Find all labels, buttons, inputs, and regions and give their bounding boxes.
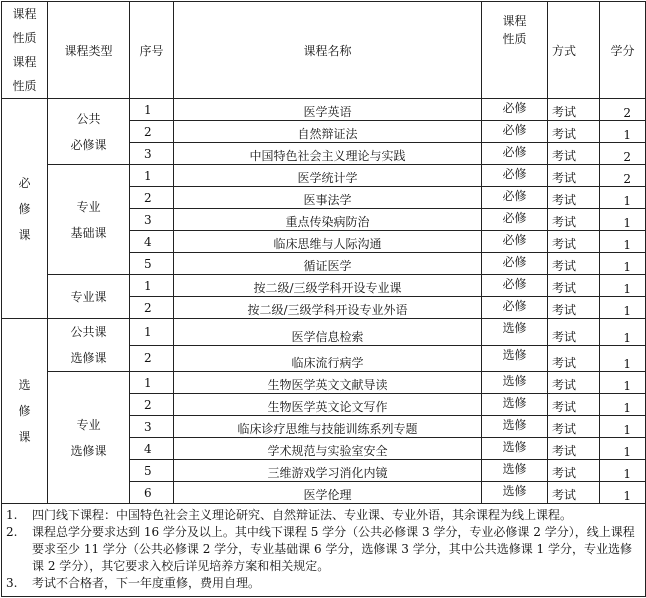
course-nature: 必修 xyxy=(482,121,548,143)
category-char: 课 xyxy=(18,430,31,444)
exam-method: 考试 xyxy=(548,438,600,460)
row-index: 2 xyxy=(130,394,174,416)
exam-method: 考试 xyxy=(548,165,600,187)
table-row xyxy=(2,99,646,121)
note-number: 1. xyxy=(6,508,18,522)
category-char: 选 xyxy=(18,378,31,392)
exam-method: 考试 xyxy=(548,99,600,121)
header-nature xyxy=(482,2,548,99)
exam-method: 考试 xyxy=(548,121,600,143)
row-index: 5 xyxy=(130,253,174,275)
credit-value: 1 xyxy=(600,345,646,372)
credit-value: 1 xyxy=(600,394,646,416)
table-notes xyxy=(2,504,646,597)
exam-method: 考试 xyxy=(548,297,600,319)
row-index: 3 xyxy=(130,209,174,231)
header-name: 课程名称 xyxy=(174,2,482,99)
course-name: 生物医学英文文献导读 xyxy=(174,372,482,394)
table-row xyxy=(2,275,646,297)
course-nature: 必修 xyxy=(482,99,548,121)
exam-method: 考试 xyxy=(548,187,600,209)
exam-method: 考试 xyxy=(548,275,600,297)
row-index: 2 xyxy=(130,297,174,319)
note-text: 考试不合格者，下一年度重修，费用自理。 xyxy=(32,576,261,590)
row-index: 1 xyxy=(130,165,174,187)
course-type-cell xyxy=(48,319,130,372)
course-type-line: 专业课 xyxy=(70,289,107,304)
note-item xyxy=(6,575,639,592)
course-nature: 选修 xyxy=(482,438,548,460)
course-name: 医学统计学 xyxy=(174,165,482,187)
row-index: 1 xyxy=(130,275,174,297)
course-table-container xyxy=(1,1,645,597)
credit-value: 1 xyxy=(600,121,646,143)
note-item xyxy=(6,507,639,524)
category-char: 修 xyxy=(18,404,31,418)
header-category-line: 课程 xyxy=(12,55,37,69)
row-index: 2 xyxy=(130,345,174,372)
notes-cell xyxy=(2,504,646,597)
notes-row xyxy=(2,504,646,597)
course-name: 临床思维与人际沟通 xyxy=(174,231,482,253)
course-name: 重点传染病防治 xyxy=(174,209,482,231)
row-index: 2 xyxy=(130,187,174,209)
exam-method: 考试 xyxy=(548,319,600,346)
header-nature-line: 课程 xyxy=(502,14,527,28)
header-category xyxy=(2,2,48,99)
header-category-line: 性质 xyxy=(12,31,37,45)
course-type-line: 基础课 xyxy=(70,225,107,240)
credit-value: 1 xyxy=(600,231,646,253)
header-nature-line: 性质 xyxy=(502,32,527,46)
exam-method: 考试 xyxy=(548,231,600,253)
course-type-cell xyxy=(48,165,130,275)
exam-method: 考试 xyxy=(548,143,600,165)
table-row xyxy=(2,165,646,187)
credit-value: 1 xyxy=(600,297,646,319)
credit-value: 1 xyxy=(600,253,646,275)
note-text: 课程总学分要求达到 16 学分及以上。其中线下课程 5 学分（公共必修课 3 学分，专业必修课 2 学分），线上课程要求至少 11 学分（公共必修课 2 学分，专业基础课 6 学分，选修课 3 学分，其中公共选修课 1 学分，专业选修课 2 学分），其它要求入校后详见培养方案和相关规定。 xyxy=(32,525,635,573)
course-name: 生物医学英文论文写作 xyxy=(174,394,482,416)
header-index: 序号 xyxy=(130,2,174,99)
course-name: 自然辩证法 xyxy=(174,121,482,143)
course-name: 中国特色社会主义理论与实践 xyxy=(174,143,482,165)
category-char: 必 xyxy=(18,175,31,190)
credit-value: 1 xyxy=(600,275,646,297)
course-type-cell xyxy=(48,275,130,319)
exam-method: 考试 xyxy=(548,345,600,372)
row-index: 3 xyxy=(130,143,174,165)
header-method: 方式 xyxy=(548,2,600,99)
course-nature: 选修 xyxy=(482,394,548,416)
row-index: 1 xyxy=(130,319,174,346)
course-nature: 选修 xyxy=(482,416,548,438)
credit-value: 1 xyxy=(600,416,646,438)
course-nature: 必修 xyxy=(482,165,548,187)
course-name: 按二级/三级学科开设专业课 xyxy=(174,275,482,297)
row-index: 1 xyxy=(130,372,174,394)
header-type: 课程类型 xyxy=(48,2,130,99)
course-type-line: 必修课 xyxy=(70,137,107,152)
credit-value: 1 xyxy=(600,319,646,346)
course-table xyxy=(1,1,646,597)
course-type-line: 专业 xyxy=(76,417,101,432)
note-item xyxy=(6,524,639,575)
note-number: 3. xyxy=(6,576,18,590)
course-name: 临床诊疗思维与技能训练系列专题 xyxy=(174,416,482,438)
category-cell xyxy=(2,99,48,319)
table-row xyxy=(2,372,646,394)
course-type-cell xyxy=(48,99,130,165)
course-type-line: 公共 xyxy=(76,111,101,126)
course-nature: 必修 xyxy=(482,187,548,209)
course-nature: 必修 xyxy=(482,209,548,231)
course-type-line: 选修课 xyxy=(70,351,107,365)
course-name: 医学信息检索 xyxy=(174,319,482,346)
exam-method: 考试 xyxy=(548,209,600,231)
course-nature: 选修 xyxy=(482,460,548,482)
course-nature: 选修 xyxy=(482,319,548,346)
course-name: 医事法学 xyxy=(174,187,482,209)
credit-value: 2 xyxy=(600,99,646,121)
header-row xyxy=(2,2,646,99)
course-nature: 选修 xyxy=(482,345,548,372)
row-index: 5 xyxy=(130,460,174,482)
exam-method: 考试 xyxy=(548,394,600,416)
course-nature: 必修 xyxy=(482,297,548,319)
course-name: 循证医学 xyxy=(174,253,482,275)
credit-value: 1 xyxy=(600,482,646,504)
note-number: 2. xyxy=(6,525,18,539)
credit-value: 1 xyxy=(600,187,646,209)
note-text: 四门线下课程：中国特色社会主义理论研究、自然辩证法、专业课、专业外语，其余课程为线上课程。 xyxy=(32,508,573,522)
course-name: 医学伦理 xyxy=(174,482,482,504)
course-nature: 必修 xyxy=(482,253,548,275)
exam-method: 考试 xyxy=(548,416,600,438)
row-index: 3 xyxy=(130,416,174,438)
course-type-cell xyxy=(48,372,130,504)
course-name: 三维游戏学习消化内镜 xyxy=(174,460,482,482)
course-nature: 必修 xyxy=(482,275,548,297)
credit-value: 1 xyxy=(600,438,646,460)
row-index: 2 xyxy=(130,121,174,143)
row-index: 6 xyxy=(130,482,174,504)
table-row xyxy=(2,319,646,346)
category-cell xyxy=(2,319,48,504)
course-type-line: 选修课 xyxy=(70,443,107,458)
course-nature: 选修 xyxy=(482,482,548,504)
row-index: 4 xyxy=(130,438,174,460)
exam-method: 考试 xyxy=(548,253,600,275)
credit-value: 2 xyxy=(600,143,646,165)
course-name: 学术规范与实验室安全 xyxy=(174,438,482,460)
course-name: 按二级/三级学科开设专业外语 xyxy=(174,297,482,319)
table-body xyxy=(2,99,646,504)
course-nature: 必修 xyxy=(482,231,548,253)
table-header xyxy=(2,2,646,99)
category-char: 修 xyxy=(18,201,31,216)
course-type-line: 公共课 xyxy=(70,325,107,339)
header-category-line: 课程 xyxy=(12,7,37,21)
row-index: 1 xyxy=(130,99,174,121)
credit-value: 2 xyxy=(600,165,646,187)
credit-value: 1 xyxy=(600,460,646,482)
course-nature: 必修 xyxy=(482,143,548,165)
exam-method: 考试 xyxy=(548,372,600,394)
exam-method: 考试 xyxy=(548,482,600,504)
header-category-line: 性质 xyxy=(12,79,37,93)
course-name: 医学英语 xyxy=(174,99,482,121)
credit-value: 1 xyxy=(600,372,646,394)
course-type-line: 专业 xyxy=(76,199,101,214)
exam-method: 考试 xyxy=(548,460,600,482)
category-char: 课 xyxy=(18,227,31,242)
course-name: 临床流行病学 xyxy=(174,345,482,372)
header-credit: 学分 xyxy=(600,2,646,99)
credit-value: 1 xyxy=(600,209,646,231)
course-nature: 选修 xyxy=(482,372,548,394)
row-index: 4 xyxy=(130,231,174,253)
